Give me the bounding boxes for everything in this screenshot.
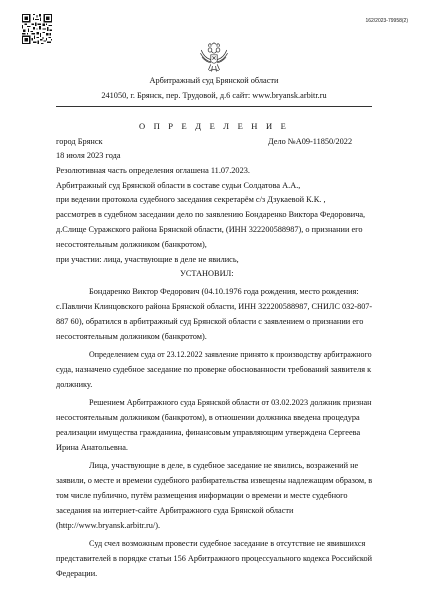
text-line: заседания на интернет-сайте Арбитражного суда Брянской области <box>56 506 294 515</box>
city-label: город Брянск <box>56 137 103 146</box>
text-line: Резолютивная часть определения оглашена 11.07.2023. <box>56 166 250 175</box>
section-heading: УСТАНОВИЛ: <box>180 269 234 278</box>
text-line: несостоятельным должником (банкротом), <box>56 240 207 249</box>
qr-code-icon <box>22 14 52 44</box>
text-line: Определением суда от 23.12.2022 заявление принято к производству арбитражного <box>89 350 372 359</box>
text-line: Лица, участвующие в деле, в судебное заседание не явились, возражений не <box>89 461 359 470</box>
coat-of-arms-icon <box>198 42 230 74</box>
text-line: несостоятельным должником (банкротом), в отношении должника введена процедура <box>56 413 360 422</box>
text-line: заявили, о месте и времени судебного разбирательства извещены надлежащим образом, в <box>56 476 373 485</box>
text-line: Решением Арбитражного суда Брянской области от 03.02.2023 должник признан <box>89 398 372 407</box>
text-line: рассмотрев в судебном заседании дело по заявлению Бондаренко Виктора Федоровича, <box>56 210 366 219</box>
text-line: суда, назначено судебное заседание по проверке обоснованности требований заявителя к <box>56 365 372 374</box>
text-line: Федерации. <box>56 569 98 578</box>
text-line: д.Слище Суражского района Брянской области, (ИНН 322200588987), о признании его <box>56 225 363 234</box>
case-number: Дело №А09-11850/2022 <box>268 137 353 146</box>
court-name: Арбитражный суд Брянской области <box>149 76 279 85</box>
court-address: 241050, г. Брянск, пер. Трудовой, д.6 сайт: www.bryansk.arbitr.ru <box>101 91 327 100</box>
text-line: несостоятельным должником (банкротом). <box>56 332 207 341</box>
text-line: Бондаренко Виктор Федорович (04.10.1976 года рождения, место рождения: <box>89 287 359 296</box>
text-line: при ведении протокола судебного заседания секретарём с/з Дзукаевой К.К. , <box>56 195 326 204</box>
document-number: 162/2023-79958(2) <box>365 18 408 24</box>
text-line: (http://www.bryansk.arbitr.ru/). <box>56 521 161 530</box>
header-divider <box>56 106 372 107</box>
text-line: с.Павличи Клинцовского района Брянской области, ИНН 322200588987, СНИЛС 032-807- <box>56 302 373 311</box>
text-line: Суд счел возможным провести судебное заседание в отсутствие не явившихся <box>89 539 366 548</box>
text-line: представителей в порядке статьи 156 Арбитражного процессуального кодекса Российской <box>56 554 372 563</box>
text-line: Арбитражный суд Брянской области в составе судьи Солдатова А.А., <box>56 181 301 190</box>
text-line: реализации имущества гражданина, финансовым управляющим утверждена Сергеева <box>56 428 361 437</box>
document-title: О П Р Е Д Е Л Е Н И Е <box>138 121 290 131</box>
text-line: Ирина Анатольевна. <box>56 443 128 452</box>
text-line: том числе публично, путём размещения информации о времени и месте судебного <box>56 491 348 500</box>
text-line: 887 60), обратился в арбитражный суд Брянской области с заявлением о признании его <box>56 317 364 326</box>
document-date: 18 июля 2023 года <box>56 151 121 160</box>
text-line: должнику. <box>56 380 93 389</box>
text-line: при участии: лица, участвующие в деле не явились, <box>56 255 239 264</box>
